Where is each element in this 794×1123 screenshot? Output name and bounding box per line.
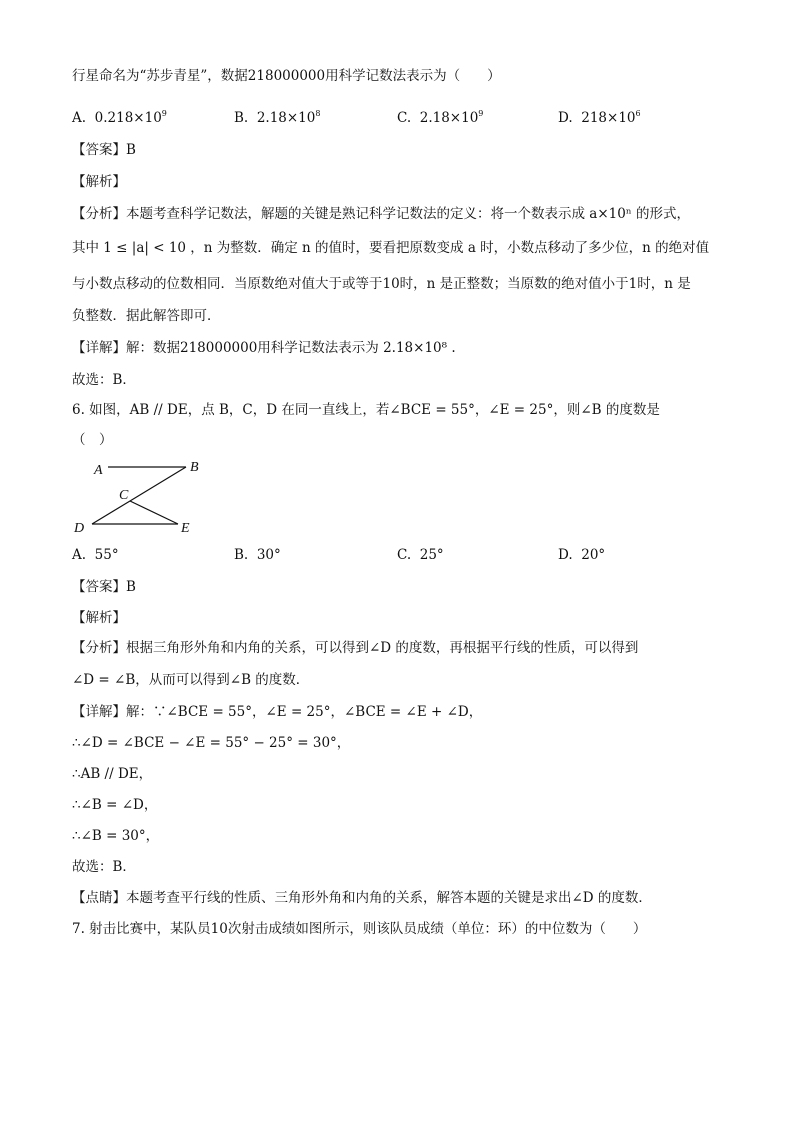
label-e: E <box>181 521 190 536</box>
q5-jiexi: 【解析】 <box>72 174 126 190</box>
q6-step-3: ∴AB // DE， <box>72 766 153 782</box>
q6-stem-line2: （ ） <box>72 432 113 448</box>
q6-comment: 【点睛】本题考查平行线的性质、三角形外角和内角的关系，解答本题的关键是求出∠D 的度数． <box>72 890 652 906</box>
q6-step-2: ∴∠D = ∠BCE − ∠E = 55° − 25° = 30°， <box>72 735 351 751</box>
q5-answer: 【答案】B <box>72 142 136 158</box>
q6-analysis-1: 【分析】根据三角形外角和内角的关系，可以得到∠D 的度数，再根据平行线的性质，可以得到 <box>72 640 639 656</box>
q6-option-a[interactable]: A. 55° <box>72 547 119 563</box>
label-b: B <box>190 460 199 475</box>
label-a: A <box>94 463 103 478</box>
q6-step-4: ∴∠B = ∠D， <box>72 797 158 813</box>
q7-stem: 7. 射击比赛中，某队员10次射击成绩如图所示，则该队员成绩（单位：环）的中位数为（ ） <box>72 921 647 937</box>
q5-stem: 行星命名为“苏步青星”，数据218000000用科学记数法表示为（ ） <box>72 68 501 84</box>
q6-step-1: 【详解】解：∵∠BCE = 55°，∠E = 25°，∠BCE = ∠E + ∠D， <box>72 704 483 720</box>
q6-answer: 【答案】B <box>72 579 136 595</box>
q6-step-5: ∴∠B = 30°， <box>72 828 160 844</box>
q6-option-d[interactable]: D. 20° <box>558 547 606 563</box>
segment-ce <box>130 501 178 524</box>
q5-option-a[interactable]: A. $0.218\times 10^9$ <box>72 109 167 126</box>
q5-analysis-3: 与小数点移动的位数相同．当原数绝对值大于或等于10时，n 是正整数；当原数的绝对值小于1时，n 是 <box>72 276 691 292</box>
q5-analysis-1: 【分析】本题考查科学记数法，解题的关键是熟记科学记数法的定义：将一个数表示成 a×10ⁿ 的形式， <box>72 206 690 222</box>
q6-figure <box>72 456 212 540</box>
q5-option-d[interactable]: D. $218\times 10^6$ <box>558 109 641 126</box>
q6-jiexi: 【解析】 <box>72 610 126 626</box>
q5-analysis-2: 其中 1 ≤ |a| < 10 ，n 为整数．确定 n 的值时，要看把原数变成 a 时，小数点移动了多少位，n 的绝对值 <box>72 240 710 256</box>
q6-option-c[interactable]: C. 25° <box>397 547 444 563</box>
q6-choose: 故选：B． <box>72 859 136 875</box>
q5-choose: 故选：B． <box>72 372 136 388</box>
q6-stem-line1: 6. 如图，AB // DE，点 B，C，D 在同一直线上，若∠BCE = 55°，∠E = 25°，则∠B 的度数是 <box>72 402 660 418</box>
q5-option-b[interactable]: B. $2.18\times 10^8$ <box>234 109 321 126</box>
segment-bd <box>92 467 186 524</box>
label-c: C <box>119 488 129 503</box>
q6-option-b[interactable]: B. 30° <box>234 547 281 563</box>
q5-option-c[interactable]: C. $2.18\times 10^9$ <box>397 109 484 126</box>
q5-detail: 【详解】解：数据218000000用科学记数法表示为 2.18×10⁸ . <box>72 340 456 356</box>
q5-analysis-4: 负整数．据此解答即可． <box>72 308 221 324</box>
label-d: D <box>74 521 85 536</box>
q6-analysis-2: ∠D = ∠B，从而可以得到∠B 的度数． <box>72 672 310 688</box>
